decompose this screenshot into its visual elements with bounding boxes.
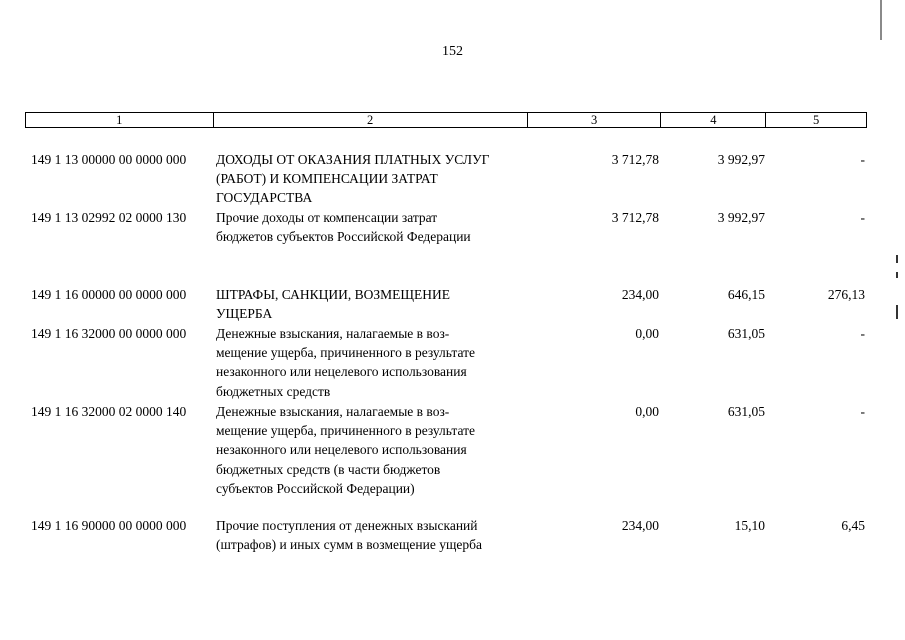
value-col4: 631,05 (727, 326, 765, 341)
row-description (216, 402, 526, 498)
budget-code: 149 1 13 00000 00 0000 000 (31, 152, 187, 167)
scan-edge-line (880, 0, 882, 40)
value-col5: - (860, 210, 865, 225)
value-col3: 234,00 (621, 287, 659, 302)
value-col4: 3 992,97 (717, 152, 765, 167)
column-header-2: 2 (214, 113, 528, 127)
value-col3: 3 712,78 (611, 210, 659, 225)
description-line: мещение ущерба, причиненного в результате (216, 423, 476, 439)
description-line: УЩЕРБА (216, 306, 273, 322)
description-line: бюджетных средств (216, 383, 331, 399)
budget-code: 149 1 13 02992 02 0000 130 (31, 210, 187, 225)
budget-code: 149 1 16 00000 00 0000 000 (31, 287, 187, 302)
row-description (216, 208, 526, 246)
value-col3: 3 712,78 (611, 152, 659, 167)
value-col4: 3 992,97 (717, 210, 765, 225)
page-number: 152 (442, 44, 463, 59)
value-col4: 646,15 (727, 287, 765, 302)
column-header-row (25, 112, 867, 128)
row-description (216, 324, 526, 401)
budget-code: 149 1 16 90000 00 0000 000 (31, 518, 187, 533)
description-line: Денежные взыскания, налагаемые в воз- (216, 404, 450, 419)
description-line: мещение ущерба, причиненного в результате (216, 345, 476, 361)
budget-code: 149 1 16 32000 00 0000 000 (31, 326, 187, 341)
row-description (216, 285, 526, 323)
description-line: (РАБОТ) И КОМПЕНСАЦИИ ЗАТРАТ (216, 171, 438, 187)
scan-edge-mark (896, 272, 898, 278)
scan-edge-mark (896, 305, 898, 319)
budget-code: 149 1 16 32000 02 0000 140 (31, 404, 187, 419)
value-col5: - (860, 326, 865, 341)
description-line: Прочие поступления от денежных взысканий (216, 518, 478, 533)
value-col4: 15,10 (734, 518, 765, 533)
column-header-3: 3 (528, 113, 662, 127)
description-line: ГОСУДАРСТВА (216, 190, 313, 206)
value-col5: - (860, 152, 865, 167)
row-description (216, 150, 526, 208)
column-header-4: 4 (661, 113, 766, 127)
description-line: Денежные взыскания, налагаемые в воз- (216, 326, 450, 341)
value-col5: 276,13 (827, 287, 865, 302)
value-col5: 6,45 (841, 518, 865, 533)
value-col3: 0,00 (635, 404, 659, 419)
description-line: субъектов Российской Федерации) (216, 480, 415, 496)
description-line: ШТРАФЫ, САНКЦИИ, ВОЗМЕЩЕНИЕ (216, 287, 450, 302)
description-line: бюджетных средств (в части бюджетов (216, 461, 441, 477)
value-col3: 0,00 (635, 326, 659, 341)
description-line: Прочие доходы от компенсации затрат (216, 210, 438, 225)
column-header-5: 5 (812, 113, 820, 127)
description-line: ДОХОДЫ ОТ ОКАЗАНИЯ ПЛАТНЫХ УСЛУГ (216, 152, 490, 167)
description-line: бюджетов субъектов Российской Федерации (216, 229, 471, 245)
column-header-1: 1 (26, 113, 214, 127)
description-line: незаконного или нецелевого использования (216, 442, 467, 458)
scan-edge-mark (896, 255, 898, 263)
value-col3: 234,00 (621, 518, 659, 533)
description-line: (штрафов) и иных сумм в возмещение ущерба (216, 537, 482, 553)
row-description (216, 516, 526, 554)
description-line: незаконного или нецелевого использования (216, 364, 467, 380)
value-col5: - (860, 404, 865, 419)
value-col4: 631,05 (727, 404, 765, 419)
